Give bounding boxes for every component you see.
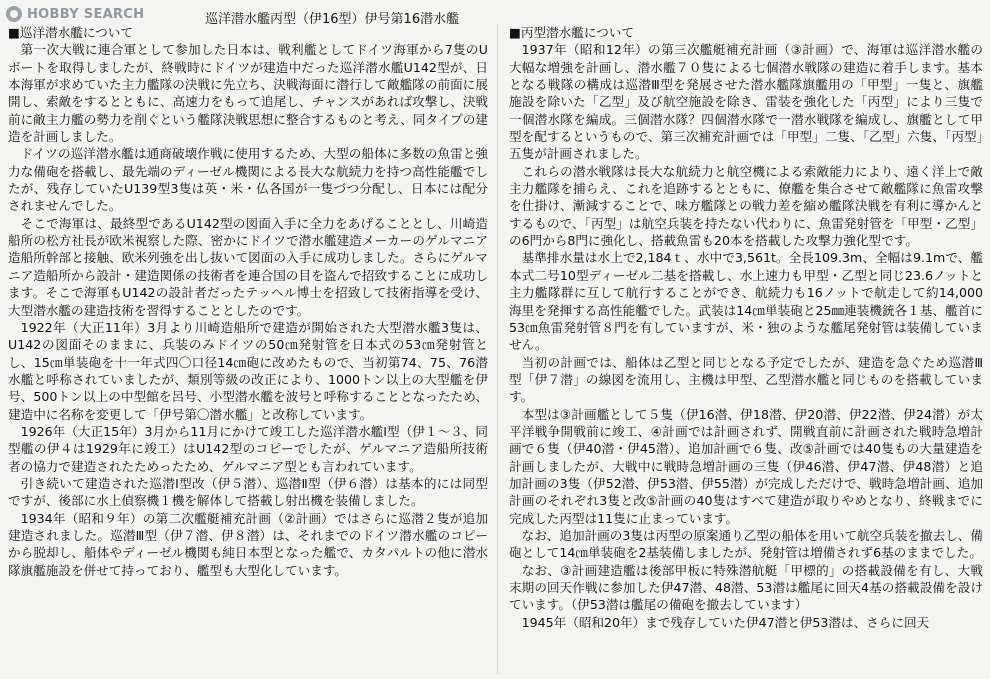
logo-text: HOBBY SEARCH: [27, 6, 145, 22]
section-heading-cruiser-submarines: ■巡洋潜水艦について: [8, 25, 133, 40]
paragraph: 1926年（大正15年）3月から11月にかけて竣工した巡洋潜水艦Ⅰ型（伊１～３、同型艦の伊４は1929年に竣工）はU142型のコピーでしたが、ゲルマニア造船所技術者の協力で建造されたためったため、ゲルマニア型とも言われています。: [8, 423, 488, 474]
column-divider: [497, 24, 498, 674]
paragraph: 本型は③計画艦として５隻（伊16潜、伊18潜、伊20潜、伊22潜、伊24潜）が太平洋戦争開戦前に竣工、④計画では計画されず、開戦直前に計画された戦時急増計画で６隻（伊40潜・伊45潜）、追加計画で６隻、改⑤計画では40隻もの大量建造を計画しましたが、大戦中に戦時急増計画の三隻（伊46潜、伊47潜、伊48潜）と追加計画の3隻（伊52潜、伊53潜、伊55潜）が完成しただけで、戦時急増計画、追加計画のそれぞれ3隻と改⑤計画の40隻はすべて建造が取りやめとなり、終戦までに完成した丙型は11隻に止まっています。: [509, 406, 983, 526]
right-column: [509, 24, 983, 631]
paragraph: なお、③計画建造艦は後部甲板に特殊潜航艇「甲標的」の搭載設備を有し、大戦末期の回天作戦に参加した伊47潜、48潜、53潜は艦尾に回天4基の搭載設備を設けています。（伊53潜は艦尾の備砲を撤去しています）: [509, 562, 983, 613]
paragraph: 1922年（大正11年）3月より川崎造船所で建造が開始された大型潜水艦3隻は、U142の図面そのままに、兵装のみドイツの50㎝発射管を日本式の53㎝発射管とし、15㎝単装砲を十一年式四〇口径14㎝砲に改めたもので、当初第74、75、76潜水艦と呼称されていましたが、類別等級の改正により、1000トン以上の大型艦を伊号、500トン以上の中型館を呂号、小型潜水艦を波号と呼称することとなったため、建造中に名称を変更して「伊号第〇潜水艦」と改称しています。: [8, 319, 488, 422]
section-heading-type-c-submarines: ■丙型潜水艦について: [509, 25, 634, 40]
hobby-search-logo: [6, 4, 144, 24]
paragraph: 1937年（昭和12年）の第三次艦艇補充計画（③計画）で、海軍は巡洋潜水艦の大幅な増強を計画し、潜水艦７０隻による七個潜水戦隊の建造に着手します。基本となる戦隊の構成は巡潜Ⅲ型を発展させた潜水艦隊旗艦用の「甲型」一隻と、旗艦施設を除いた「乙型」及び航空施設を除き、雷装を強化した「丙型」により三隻で一個潜水隊を編成。三個潜水隊？四個潜水隊で一潜水戦隊を編成し、旗艦として甲型を配するというもので、第三次補充計画では「甲型」二隻、「乙型」六隻、「丙型」五隻が計画されました。: [509, 42, 983, 162]
logo-mark-icon: [6, 6, 22, 22]
paragraph: 引き続いて建造された巡潜Ⅰ型改（伊５潜）、巡潜Ⅱ型（伊６潜）は基本的には同型ですが、後部に水上偵察機１機を解体して搭載し射出機を装備しました。: [8, 475, 488, 509]
paragraph: ドイツの巡洋潜水艦は通商破壊作戦に使用するため、大型の船体に多数の魚雷と強力な備砲を搭載し、最先端のディーゼル機関による長大な航続力を持つ高性能艦でしたが、残存していたU139型3隻は英・米・仏各国が一隻づつ分配し、日本には配分されませんでした。: [8, 146, 488, 214]
paragraph: 1934年（昭和９年）の第二次艦艇補充計画（②計画）ではさらに巡潜２隻が追加建造されました。巡潜Ⅲ型（伊７潜、伊８潜）は、それまでのドイツ潜水艦のコピーから脱却し、船体やディーゼル機関も純日本型となった艦で、カタパルトの他に潜水隊旗艦施設を併せて持っており、艦型も大型化しています。: [8, 510, 488, 578]
paragraph: なお、追加計画の3隻は丙型の原案通り乙型の船体を用いて航空兵装を撤去し、備砲として14㎝単装砲を2基装備しましたが、発射管は増備されず6基のままでした。: [509, 527, 983, 561]
paragraph: 基準排水量は水上で2,184ｔ、水中で3,561t。全長109.3m、全幅は9.1mで、艦本式二号10型ディーゼル二基を搭載し、水上速力も甲型・乙型と同じ23.6ノットと主力艦隊群に互して航行することができ、航続力も16ノットで航走して約14,000海里を発揮する高性能艦でした。武装は14㎝単装砲と25㎜連装機銃各１基、艦首に53㎝魚雷発射管８門を有していますが、米・独のような艦尾発射管は装備していません。: [509, 250, 983, 353]
page-title: 巡洋潜水艦丙型（伊16型）伊号第16潜水艦: [205, 12, 460, 27]
paragraph: 当初の計画では、船体は乙型と同じとなる予定でしたが、建造を急ぐため巡潜Ⅲ型「伊７潜」の線図を流用し、主機は甲型、乙型潜水艦と同じものを搭載しています。: [509, 354, 983, 405]
paragraph: これらの潜水戦隊は長大な航続力と航空機による索敵能力により、遠く洋上で敵主力艦隊を捕らえ、これを追跡するとともに、僚艦を集合させて敵艦隊に魚雷攻撃を仕掛け、漸減することで、味方艦隊との戦力差を縮め艦隊決戦を有利に導かんとするもので、「丙型」は航空兵装を持たない代わりに、魚雷発射管を「甲型・乙型」の6門から8門に強化し、搭載魚雷も20本を搭載した攻撃力強化型です。: [509, 163, 983, 249]
paragraph: 第一次大戦に連合軍として参加した日本は、戦利艦としてドイツ海軍から7隻のUボートを取得しましたが、終戦時にドイツが建造中だった巡洋潜水艦U142型が、日本海軍が求めていた主力艦隊の決戦に先立ち、決戦海面に潜行して敵艦隊の前面に展開し、索敵をするとともに、高速力をもって追尾し、チャンスがあれば攻撃し、決戦前に敵主力艦の勢力を削ぐという艦隊決戦思想に整合するものと考え、同タイプの建造を計画しました。: [8, 42, 488, 145]
paragraph: 1945年（昭和20年）まで残存していた伊47潜と伊53潜は、さらに回天: [521, 614, 930, 630]
paragraph: そこで海軍は、最終型であるU142型の図面入手に全力をあげることとし、川崎造船所の松方社長が欧米視察した際、密かにドイツで潜水艦建造メーカーのゲルマニア造船所幹部と接触、欧米列強を出し抜いて図面の入手に成功しました。さらにゲルマニア造船所から設計・建造関係の技術者を連合国の目を盗んで招致することに成功します。そこで海軍もU142の設計者だったテッヘル博士を招致して技術指導を受け、大型潜水艦の建造技術を習得することとしたのです。: [8, 215, 488, 318]
left-column: [8, 24, 488, 579]
